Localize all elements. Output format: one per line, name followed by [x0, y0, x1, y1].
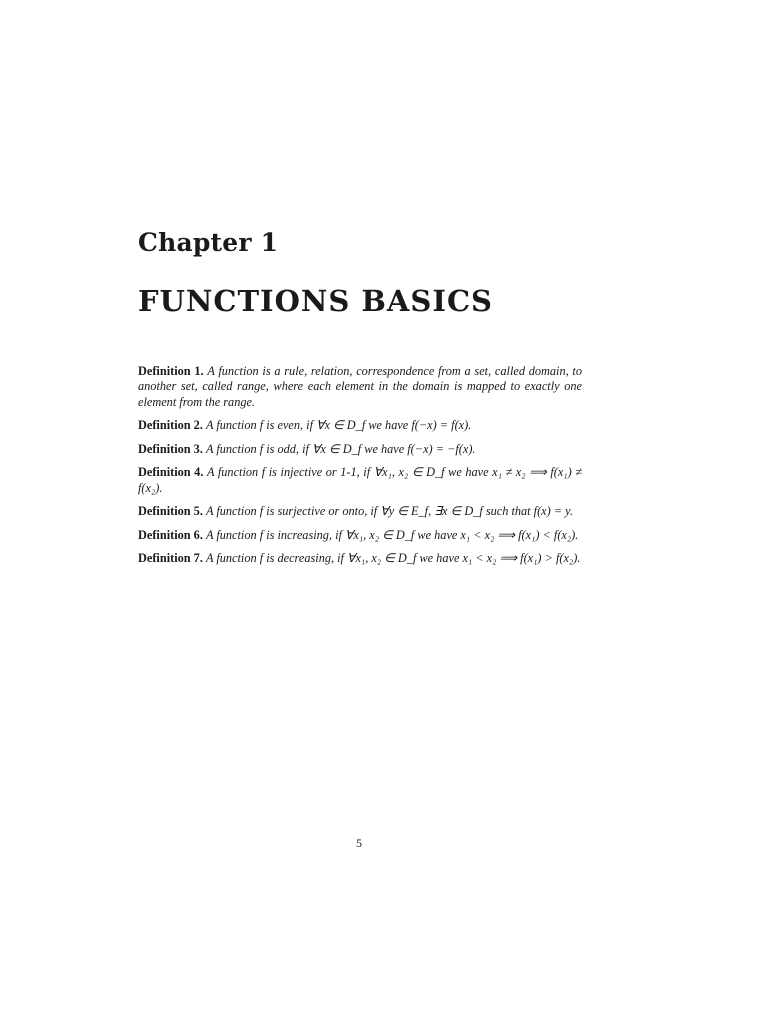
definition-2: [138, 418, 582, 433]
definition-text: A function f is increasing, if ∀x₁, x₂ ∈ D_f we have x₁ < x₂ ⟹ f(x₁) < f(x₂).: [205, 527, 579, 542]
definition-text: A function f is surjective or onto, if ∀y ∈ E_f, ∃x ∈ D_f such that f(x) = y.: [205, 504, 574, 519]
definition-text: A function f is even, if ∀x ∈ D_f we have f(−x) = f(x).: [205, 418, 472, 433]
definition-6: [138, 528, 582, 543]
definition-text: A function f is decreasing, if ∀x₁, x₂ ∈ D_f we have x₁ < x₂ ⟹ f(x₁) > f(x₂).: [205, 551, 581, 566]
definition-text: A function f is injective or 1-1, if ∀x₁, x₂ ∈ D_f we have x₁ ≠ x₂ ⟹ f(x₁) ≠ f(x₂).: [138, 465, 582, 495]
definition-5: [138, 504, 582, 519]
definition-label: Definition 5.: [138, 504, 203, 519]
definition-label: Definition 2.: [138, 418, 203, 433]
chapter-title: FUNCTIONS BASICS: [138, 284, 493, 318]
definition-7: [138, 551, 582, 566]
definition-label: Definition 4.: [138, 465, 204, 480]
definitions-list: [138, 364, 582, 575]
definition-1: [138, 364, 582, 410]
page-number: 5: [356, 836, 362, 850]
definition-3: [138, 442, 582, 457]
chapter-label: Chapter 1: [138, 228, 279, 257]
definition-4: [138, 465, 582, 496]
definition-label: Definition 1.: [138, 364, 204, 378]
definition-label: Definition 3.: [138, 441, 203, 456]
definition-label: Definition 7.: [138, 551, 203, 566]
definition-text: A function f is odd, if ∀x ∈ D_f we have f(−x) = −f(x).: [205, 441, 476, 456]
definition-label: Definition 6.: [138, 527, 203, 542]
definition-text: A function is a rule, relation, correspondence from a set, called domain, to another set, called range, where each element in the domain is mapped to exactly one element from the range.: [138, 364, 582, 409]
